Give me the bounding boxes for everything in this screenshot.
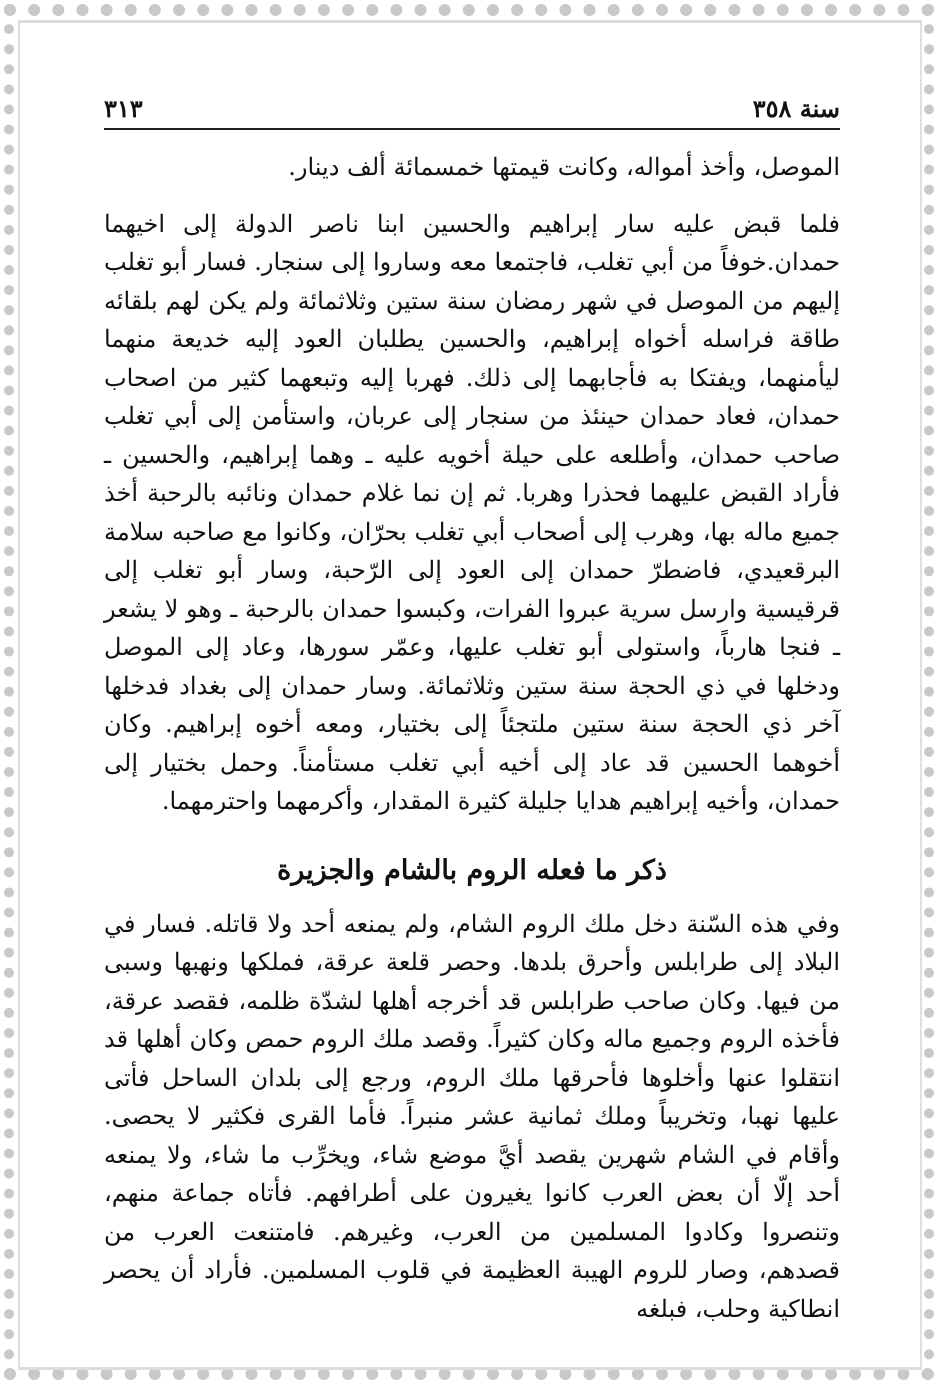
paragraph-hamdan: فلما قبض عليه سار إبراهيم والحسين ابنا ناصر الدولة إلى اخيهما حمدان.خوفاً من أبي تغلب، فاجتمعا معه وساروا إلى سنجار. فسار أبو تغلب إليهم من الموصل في شهر رمضان سنة ستين وثلاثمائة ولم يكن لهم بلقائه طاقة فراسله أخواه إبراهيم، والحسين يطلبان العود إليه خديعة منهما ليأمنهما، ويفتكا به فأجابهما إلى ذلك. فهربا إليه وتبعهما كثير من اصحاب حمدان، فعاد حمدان حينئذ من سنجار إلى عربان، واستأمن إلى أبي تغلب صاحب حمدان، وأطلعه على حيلة أخويه عليه ـ وهما إبراهيم، والحسين ـ فأراد القبض عليهما فحذرا وهربا. ثم إن نما غلام حمدان ونائبه بالرحبة أخذ جميع ماله بها، وهرب إلى أصحاب أبي تغلب بحرّان، وكانوا مع صاحبه سلامة البرقعيدي، فاضطرّ حمدان إلى العود إلى الرّحبة، وسار أبو تغلب إلى قرقيسية وارسل سرية عبروا الفرات، وكبسوا حمدان بالرحبة ـ وهو لا يشعر ـ فنجا هارباً، واستولى أبو تغلب عليها، وعمّر سورها، وعاد إلى الموصل ودخلها في ذي الحجة سنة ستين وثلاثمائة. وسار حمدان إلى بغداد فدخلها آخر ذي الحجة سنة ستين ملتجئاً إلى بختيار، ومعه أخوه إبراهيم. وكان أخوهما الحسين قد عاد إلى أخيه أبي تغلب مستأمناً. وحمل بختيار إلى حمدان، وأخيه إبراهيم هدايا جليلة كثيرة المقدار، وأكرمهما واحترمهما. — [104, 209, 841, 815]
section-heading: ذكر ما فعله الروم بالشام والجزيرة — [277, 854, 667, 886]
running-header — [104, 88, 840, 130]
paragraph-continuation: الموصل، وأخذ أمواله، وكانت قيمتها خمسمائة ألف دينار. — [288, 153, 840, 181]
page-number: ٣١٣ — [104, 93, 143, 123]
paragraph-byzantines: وفي هذه السّنة دخل ملك الروم الشام، ولم يمنعه أحد ولا قاتله. فسار في البلاد إلى طرابلس وأحرق بلدها. وحصر قلعة عرقة، فملكها ونهبها وسبى من فيها. وكان صاحب طرابلس قد أخرجه أهلها لشدّة ظلمه، فقصد عرقة، فأخذه الروم وجميع ماله وكان كثيراً. وقصد ملك الروم حمص وكان أهلها قد انتقلوا عنها وأخلوها فأحرقها ملك الروم، ورجع إلى بلدان الساحل فأتى عليها نهبا، وتخريباً وملك ثمانية عشر منبراً. فأما القرى فكثير لا يحصى. وأقام في الشام شهرين يقصد أيَّ موضع شاء، ويخرِّب ما شاء، ولا يمنعه أحد إلّا أن بعض العرب كانوا يغيرون على أطرافهم. فأتاه جماعة منهم، وتنصروا وكادوا المسلمين من العرب، وغيرهم. فامتنعت العرب من قصدهم، وصار للروم الهيبة العظيمة في قلوب المسلمين. فأراد أن يحصر انطاكية وحلب، فبلغه — [104, 909, 840, 1323]
header-year: سنة ٣٥٨ — [752, 93, 840, 123]
page-content — [104, 88, 840, 1328]
